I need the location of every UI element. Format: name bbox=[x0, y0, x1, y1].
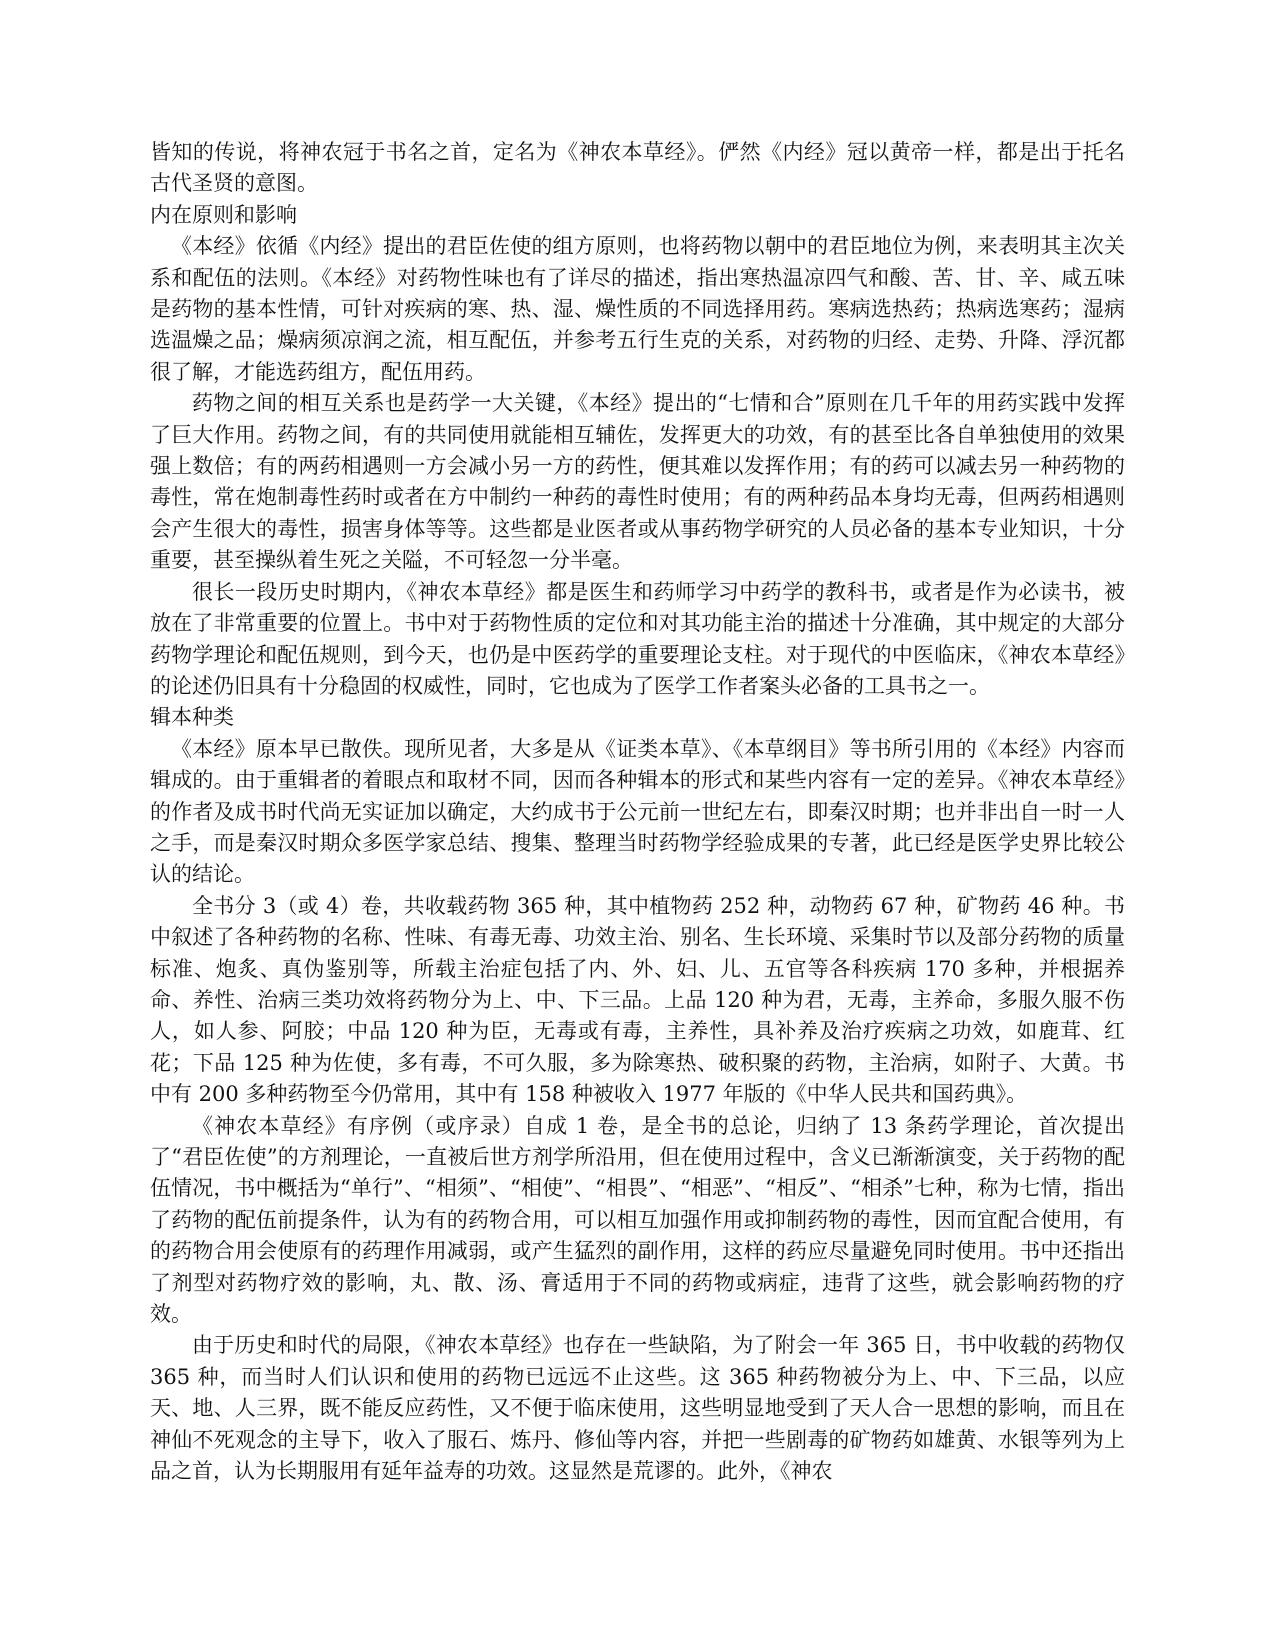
principles-paragraph-3: 很长一段历史时期内，《神农本草经》都是医生和药师学习中药学的教科书，或者是作为必读书，被放在了非常重要的位置上。书中对于药物性质的定位和对其功能主治的描述十分准确，其中规定的大部分药物学理论和配伍规则，到今天，也仍是中医药学的重要理论支柱。对于现代的中医临床，《神农本草经》的论述仍旧具有十分稳固的权威性，同时，它也成为了医学工作者案头必备的工具书之一。 bbox=[150, 579, 1125, 698]
section-heading-editions: 辑本种类 bbox=[150, 705, 234, 730]
document-page bbox=[150, 137, 1125, 1487]
editions-paragraph-1: 《本经》原本早已散佚。现所见者，大多是从《证类本草》、《本草纲目》等书所引用的《本经》内容而辑成的。由于重辑者的着眼点和取材不同，因而各种辑本的形式和某些内容有一定的差异。《神农本草经》的作者及成书时代尚无实证加以确定，大约成书于公元前一世纪左右，即秦汉时期；也并非出自一时一人之手，而是秦汉时期众多医学家总结、搜集、整理当时药物学经验成果的专著，此已经是医学史界比较公认的结论。 bbox=[150, 736, 1125, 887]
section-heading-principles: 内在原则和影响 bbox=[150, 202, 297, 227]
intro-paragraph: 皆知的传说，将神农冠于书名之首，定名为《神农本草经》。俨然《内经》冠以黄帝一样，都是出于托名古代圣贤的意图。 bbox=[150, 140, 1125, 196]
editions-paragraph-4: 由于历史和时代的局限，《神农本草经》也存在一些缺陷，为了附会一年 365 日，书中收载的药物仅 365 种，而当时人们认识和使用的药物已远远不止这些。这 365 种药物被分为上、中、下三品，以应天、地、人三界，既不能反应药性，又不便于临床使用，这些明显地受到了天人合一思想的影响，而且在神仙不死观念的主导下，收入了服石、炼丹、修仙等内容，并把一些剧毒的矿物药如雄黄、水银等列为上品之首，认为长期服用有延年益寿的功效。这显然是荒谬的。此外，《神农 bbox=[150, 1333, 1125, 1484]
editions-paragraph-3: 《神农本草经》有序例（或序录）自成 1 卷，是全书的总论，归纳了 13 条药学理论，首次提出了“君臣佐使”的方剂理论，一直被后世方剂学所沿用，但在使用过程中，含义已渐渐演变，关于药物的配伍情况，书中概括为“单行”、“相须”、“相使”、“相畏”、“相恶”、“相反”、“相杀”七种，称为七情，指出了药物的配伍前提条件，认为有的药物合用，可以相互加强作用或抑制药物的毒性，因而宜配合使用，有的药物合用会使原有的药理作用减弱，或产生猛烈的副作用，这样的药应尽量避免同时使用。书中还指出了剂型对药物疗效的影响，丸、散、汤、膏适用于不同的药物或病症，违背了这些，就会影响药物的疗效。 bbox=[150, 1113, 1125, 1327]
principles-paragraph-1: 《本经》依循《内经》提出的君臣佐使的组方原则，也将药物以朝中的君臣地位为例，来表明其主次关系和配伍的法则。《本经》对药物性味也有了详尽的描述，指出寒热温凉四气和酸、苦、甘、辛、咸五味是药物的基本性情，可针对疾病的寒、热、湿、燥性质的不同选择用药。寒病选热药；热病选寒药；湿病选温燥之品；燥病须凉润之流，相互配伍，并参考五行生克的关系，对药物的归经、走势、升降、浮沉都很了解，才能选药组方，配伍用药。 bbox=[150, 234, 1125, 384]
principles-paragraph-2: 药物之间的相互关系也是药学一大关键，《本经》提出的“七情和合”原则在几千年的用药实践中发挥了巨大作用。药物之间，有的共同使用就能相互辅佐，发挥更大的功效，有的甚至比各自单独使用的效果强上数倍；有的两药相遇则一方会减小另一方的药性，便其难以发挥作用；有的药可以减去另一种药物的毒性，常在炮制毒性药时或者在方中制约一种药的毒性时使用；有的两种药品本身均无毒，但两药相遇则会产生很大的毒性，损害身体等等。这些都是业医者或从事药物学研究的人员必备的基本专业知识，十分重要，甚至操纵着生死之关隘，不可轻忽一分半毫。 bbox=[150, 391, 1125, 573]
editions-paragraph-2: 全书分 3（或 4）卷，共收载药物 365 种，其中植物药 252 种，动物药 67 种，矿物药 46 种。书中叙述了各种药物的名称、性味、有毒无毒、功效主治、别名、生长环境、采集时节以及部分药物的质量标准、炮炙、真伪鉴别等，所载主治症包括了内、外、妇、儿、五官等各科疾病 170 多种，并根据养命、养性、治病三类功效将药物分为上、中、下三品。上品 120 种为君，无毒，主养命，多服久服不伤人，如人参、阿胶；中品 120 种为臣，无毒或有毒，主养性，具补养及治疗疾病之功效，如鹿茸、红花；下品 125 种为佐使，多有毒，不可久服，多为除寒热、破积聚的药物，主治病，如附子、大黄。书中有 200 多种药物至今仍常用，其中有 158 种被收入 1977 年版的《中华人民共和国药典》。 bbox=[150, 893, 1125, 1107]
